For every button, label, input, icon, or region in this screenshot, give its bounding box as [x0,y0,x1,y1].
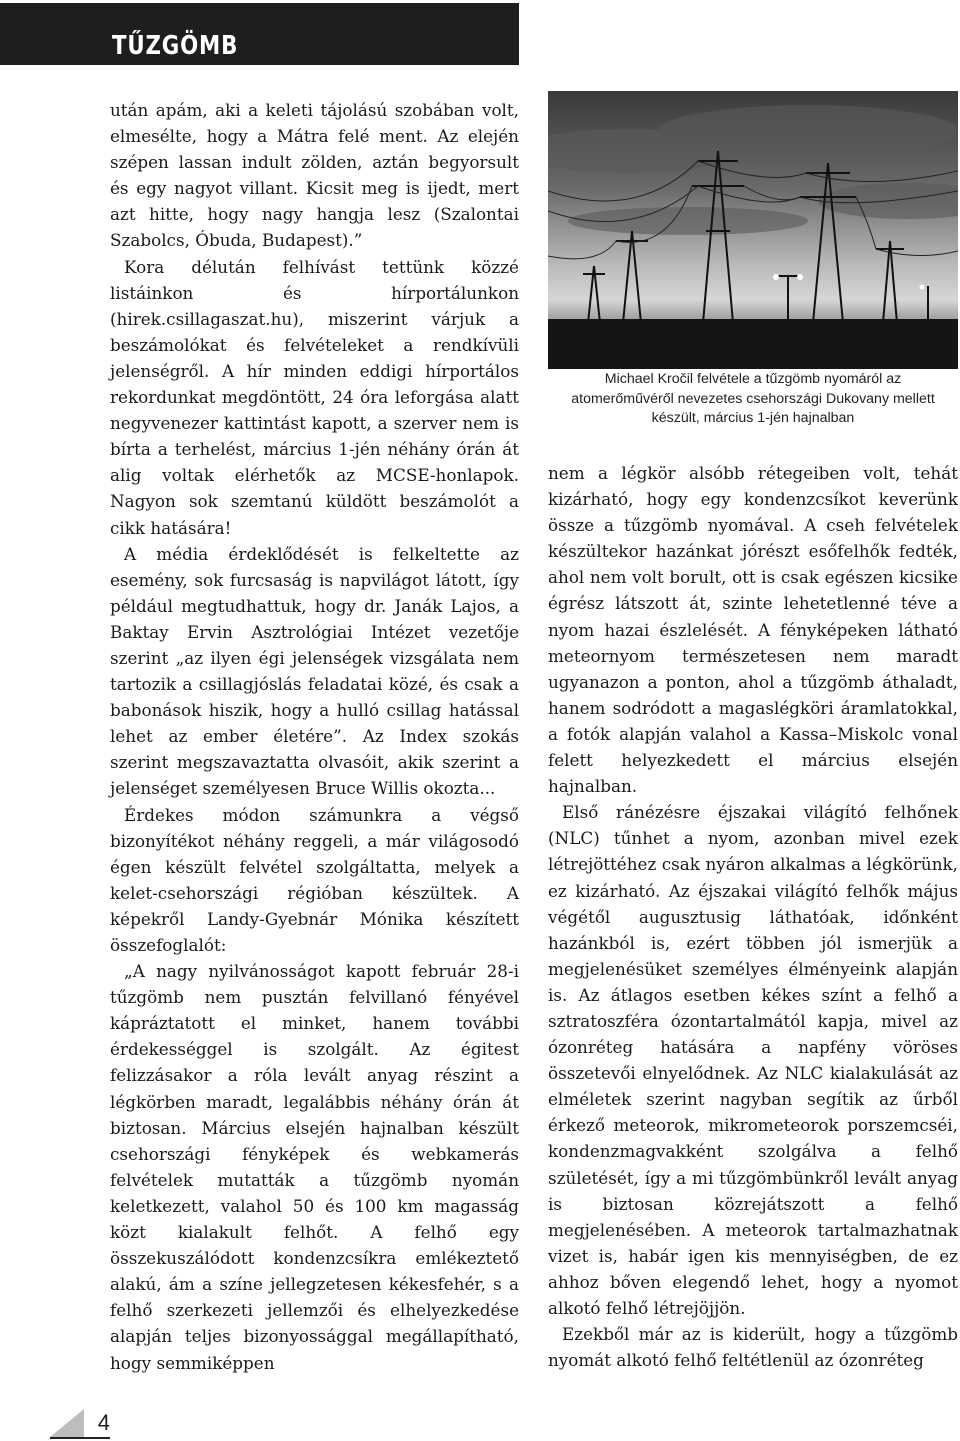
paragraph: Kora délután felhívást tettünk közzé listáinkon és hírportálunkon (hirek.csillagaszat.hu), miszerint várjuk a beszámolókat és felvételeket a rendkívüli jelenségről. A hír minden eddigi hírportálos rekordunkat megdöntött, 24 óra leforgása alatt negyvenezer kattintást kapott, a szerver nem is bírta a terhelést, március 1-jén néhány órán át alig voltak elérhetők az MCSE-honlapok. Nagyon sok szemtanú küldött beszámolót a cikk hatására! [110,256,519,538]
caption-line: Michael Kročil felvétele a tűzgömb nyomáról az [604,371,902,387]
footer-rule [50,1437,110,1439]
paragraph: után apám, aki a keleti tájolású szobában volt, elmesélte, hogy a Mátra felé ment. Az elején szépen lassan indult zölden, aztán begyorsult és egy nagyot villant. Kicsit meg is ijedt, mert azt hitte, hogy nagy hangja lesz (Szalontai Szabolcs, Óbuda, Budapest).” [110,100,519,251]
right-text-column [548,460,958,1373]
paragraph: Érdekes módon számunkra a végső bizonyítékot néhány reggeli, a már világosodó égen készült felvétel szolgáltatta, melyek a kelet-csehországi régióban készültek. A képekről Landy-Gyebnár Mónika készített összefoglalót: [110,804,519,955]
page-corner-icon [50,1409,84,1437]
page-number-box [50,1409,110,1437]
photo-caption [548,370,958,429]
page-number: 4 [97,1410,110,1435]
caption-line: készült, március 1-jén hajnalban [651,410,855,426]
power-lines-photo [548,91,958,369]
section-header-bar [0,3,519,65]
paragraph: Ezekből már az is kiderült, hogy a tűzgömb nyomát alkotó felhő feltétlenül az ózonréteg [548,1324,958,1371]
paragraph: Első ránézésre éjszakai világító felhőnek (NLC) tűnhet a nyom, azonban mivel ezek létrejöttéhez csak nyáron alkalmas a légkörünk, ez kizárható. Az éjszakai világító felhők május végétől augusztusig láthatóak, időnként hazánkból is, ezért többen jól ismerjük a megjelenésüket személyes élményeink alapján is. Az átlagos esetben kékes színt a felhő a sztratoszféra ózontartalmától kapja, mivel az ózonréteg hatására a napfény vöröses összetevői elnyelődnek. Az NLC kialakulását az elméletek szerint nagyban segítik az űrből érkező meteorok, mikrometeorok porszemcséi, kondenzmagvakként szolgálva a felhő születését, így a mi tűzgömbünkről levált anyag is biztosan közrejátszott a felhő megjelenésében. A meteorok tartalmazhatnak vizet is, habár igen kis mennyiségben, de ez ahhoz bőven elegendő lehet, hogy a nyomot alkotó felhő létrejöjjön. [548,802,958,1318]
caption-line: atomerőművéről nevezetes csehországi Dukovany mellett [571,390,935,407]
paragraph: „A nagy nyilvánosságot kapott február 28-i tűzgömb nem pusztán felvillanó fényével kápráztatott el minket, hanem további érdekességgel is szolgált. Az égitest felizzásakor a róla levált anyag részint a légkörben maradt, legalábbis néhány órán át biztosan. Március elsején hajnalban készült csehországi fényképek és webkamerás felvételek mutatták a tűzgömb nyomán keletkezett, valahol 50 és 100 km magasság közt kialakult felhőt. A felhő egy összekuszálódott kondenzcsíkra emlékeztető alakú, ám a színe jellegzetesen kékesfehér, s a felhő szerkezeti jellemzői és elhelyezkedése alapján teljes bizonyossággal megállapítható, hogy semmiképpen [110,961,519,1373]
section-title: TŰZGÖMB [112,31,239,61]
left-text-column [110,97,519,1376]
paragraph: A média érdeklődését is felkeltette az esemény, sok furcsaság is napvilágot látott, így például megtudhattuk, hogy dr. Janák Lajos, a Baktay Ervin Asztrológiai Intézet vezetője szerint „az ilyen égi jelenségek vizsgálata nem tartozik a csillagjóslás feladatai közé, és csak a babonások hiszik, hogy a hulló csillag hatással lehet az ember életére”. Az Index szokás szerint megszavaztatta olvasóit, akik szerint a jelenséget személyesen Bruce Willis okozta... [110,543,519,799]
paragraph: nem a légkör alsóbb rétegeiben volt, tehát kizárható, hogy egy kondenzcsíkot keverünk össze a tűzgömb nyomával. A cseh felvételek készültekor hazánkat jórészt esőfelhők fedték, ahol nem volt borult, ott is csak egészen kicsike égrész látszott át, szinte lehetetlenné téve a nyom hazai észlelését. A fényképeken látható meteornyom természetesen nem maradt ugyanazon a ponton, ahol a tűzgömb áthaladt, hanem sodródott a magaslégköri áramlatokkal, a fotók alapján valahol a Kassa–Miskolc vonal felett helyezkedett el március elsején hajnalban. [548,463,958,797]
